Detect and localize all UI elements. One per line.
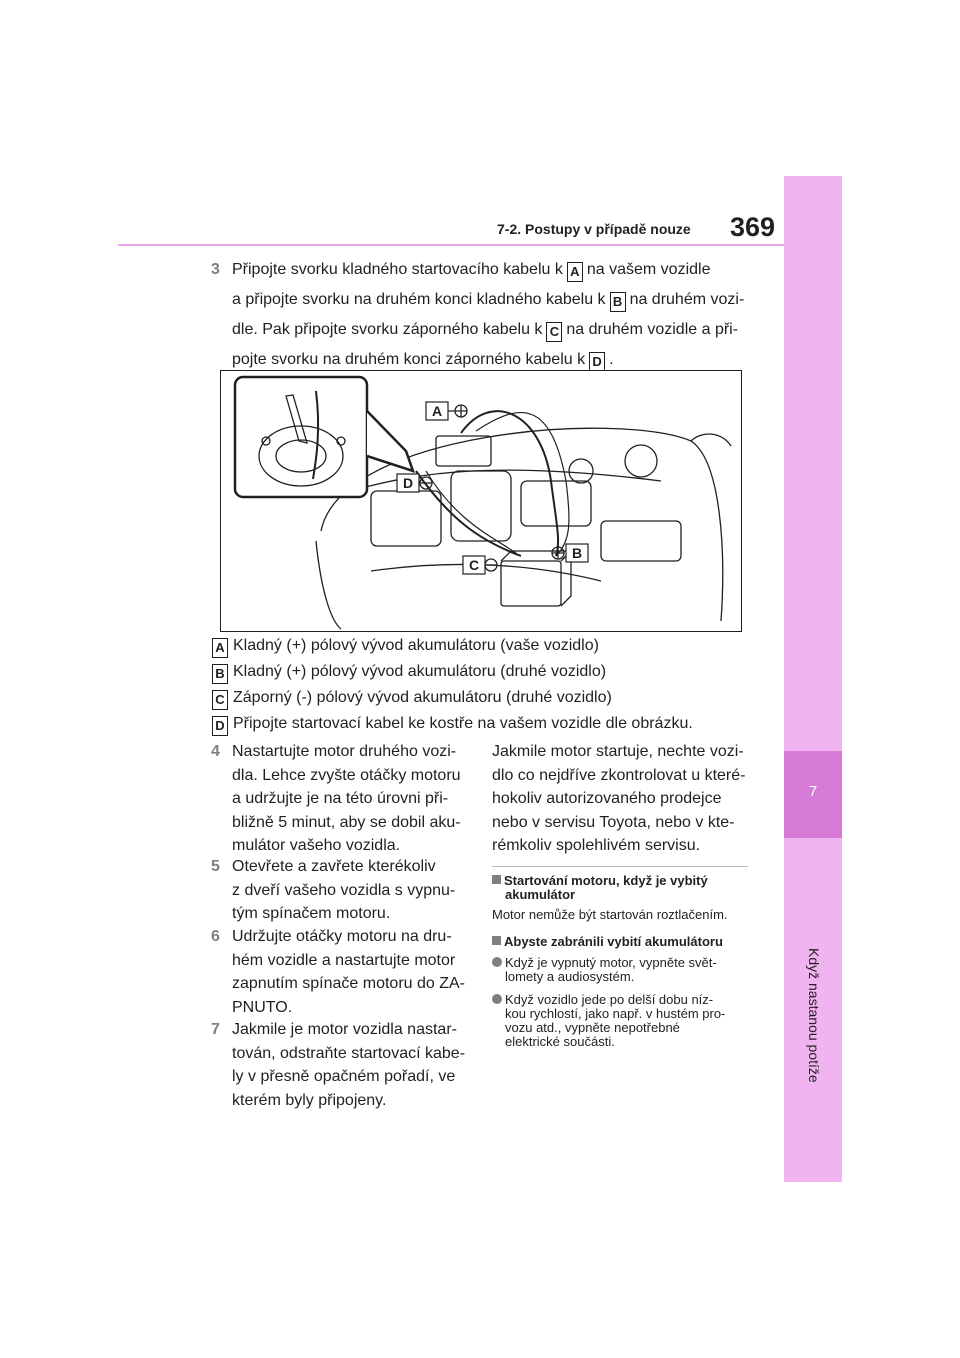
step-text: . [609, 351, 614, 368]
step-text: Nastartujte motor druhého vozi- [232, 743, 457, 760]
step-text: dla. Lehce zvyšte otáčky motoru [232, 766, 461, 784]
paragraph-line: nebo v servisu Toyota, nebo v kte- [492, 813, 735, 831]
step-number: 3 [211, 261, 220, 278]
legend-item [212, 715, 693, 736]
step-text: z dveří vašeho vozidla s vypnu- [232, 881, 456, 899]
square-bullet-icon [492, 875, 501, 884]
engine-bay-drawing [221, 371, 741, 631]
step-text: tým spínačem motoru. [232, 905, 391, 922]
key-c-icon: C [546, 322, 562, 342]
step-text: tován, odstraňte startovací kabe- [232, 1044, 466, 1062]
step-text: kterém byly připojeny. [232, 1091, 387, 1109]
figure-label-b: B [571, 545, 583, 561]
step-6 [211, 925, 472, 1019]
square-bullet-icon [492, 936, 501, 945]
section-title: 7-2. Postupy v případě nouze [497, 221, 691, 237]
step-text: a udržujte je na této úrovni při- [232, 790, 449, 807]
chapter-number: 7 [808, 783, 818, 800]
legend-item [212, 689, 612, 710]
step-text: na druhém vozidle a při- [566, 321, 739, 338]
round-bullet-icon [492, 957, 502, 967]
note-bullet: Když je vypnutý motor, vypněte svět- lomety a audiosystém. [492, 956, 767, 984]
step-text: Udržujte otáčky motoru na dru- [232, 928, 452, 945]
step-text: hém vozidle a nastartujte motor [232, 951, 456, 969]
step-number: 7 [211, 1021, 220, 1038]
legend-item [212, 637, 599, 658]
paragraph-line: Jakmile motor startuje, nechte vozi- [492, 743, 744, 760]
key-d-icon: D [589, 352, 605, 372]
step-text: Jakmile je motor vozidla nastar- [232, 1021, 457, 1038]
step-text: ly v přesně opačném pořadí, ve [232, 1068, 456, 1085]
step-text: zapnutím spínače motoru do ZA- [232, 975, 465, 992]
step-number: 6 [211, 928, 220, 945]
legend-text: Připojte startovací kabel ke kostře na vašem vozidle dle obrázku. [233, 715, 693, 732]
header-divider [118, 244, 784, 246]
figure-label-d: D [402, 475, 414, 491]
key-c-icon: C [212, 690, 228, 710]
paragraph-line: rémkoliv spolehlivém servisu. [492, 837, 701, 854]
note-bullet: Když vozidlo jede po delší dobu níz- kou rychlostí, jako např. v hustém pro- vozu atd., vypněte nepotřebné elektrické součásti. [492, 993, 767, 1049]
key-b-icon: B [610, 292, 626, 312]
notes-divider [492, 866, 748, 867]
key-d-icon: D [212, 716, 228, 736]
step-5 [211, 855, 472, 926]
step-text: na vašem vozidle [586, 261, 711, 278]
step-text: bližně 5 minut, aby se dobil aku- [232, 813, 461, 831]
step-7 [211, 1018, 472, 1112]
step-text: Připojte svorku kladného startovacího kabelu k [232, 261, 563, 278]
step-text: a připojte svorku na druhém konci kladného kabelu k [232, 291, 606, 308]
step-text: mulátor vašeho vozidla. [232, 837, 401, 854]
jump-start-illustration [220, 370, 742, 632]
step-4 [211, 740, 472, 858]
step-text: dle. Pak připojte svorku záporného kabelu k [232, 321, 543, 338]
paragraph-line: dlo co nejdříve zkontrolovat u které- [492, 766, 746, 784]
step-text: pojte svorku na druhém konci záporného kabelu k [232, 351, 586, 368]
legend-text: Záporný (-) pólový vývod akumulátoru (druhé vozidlo) [233, 689, 612, 706]
step-3 [211, 257, 772, 377]
after-start-paragraph [492, 740, 752, 858]
chapter-title: Když nastanou potíže [806, 948, 822, 1083]
paragraph-line: hokoliv autorizovaného prodejce [492, 790, 722, 807]
note-heading: Startování motoru, když je vybitý akumulátor [492, 874, 767, 902]
round-bullet-icon [492, 994, 502, 1004]
step-text: na druhém vozi- [629, 291, 745, 308]
step-number: 5 [211, 858, 220, 875]
legend-item [212, 663, 606, 684]
page-number: 369 [730, 212, 776, 242]
key-a-icon: A [212, 638, 228, 658]
figure-label-c: C [468, 557, 480, 573]
chapter-tab [784, 751, 842, 838]
key-a-icon: A [567, 262, 583, 282]
figure-label-a: A [431, 403, 443, 419]
legend-text: Kladný (+) pólový vývod akumulátoru (druhé vozidlo) [233, 663, 607, 680]
key-b-icon: B [212, 664, 228, 684]
step-text: Otevřete a zavřete kterékoliv [232, 858, 436, 875]
note-heading: Abyste zabránili vybití akumulátoru [492, 935, 754, 949]
legend-text: Kladný (+) pólový vývod akumulátoru (vaše vozidlo) [233, 637, 599, 654]
step-number: 4 [211, 743, 220, 760]
note-text: Motor nemůže být startován roztlačením. [492, 907, 728, 922]
step-text: PNUTO. [232, 998, 293, 1016]
